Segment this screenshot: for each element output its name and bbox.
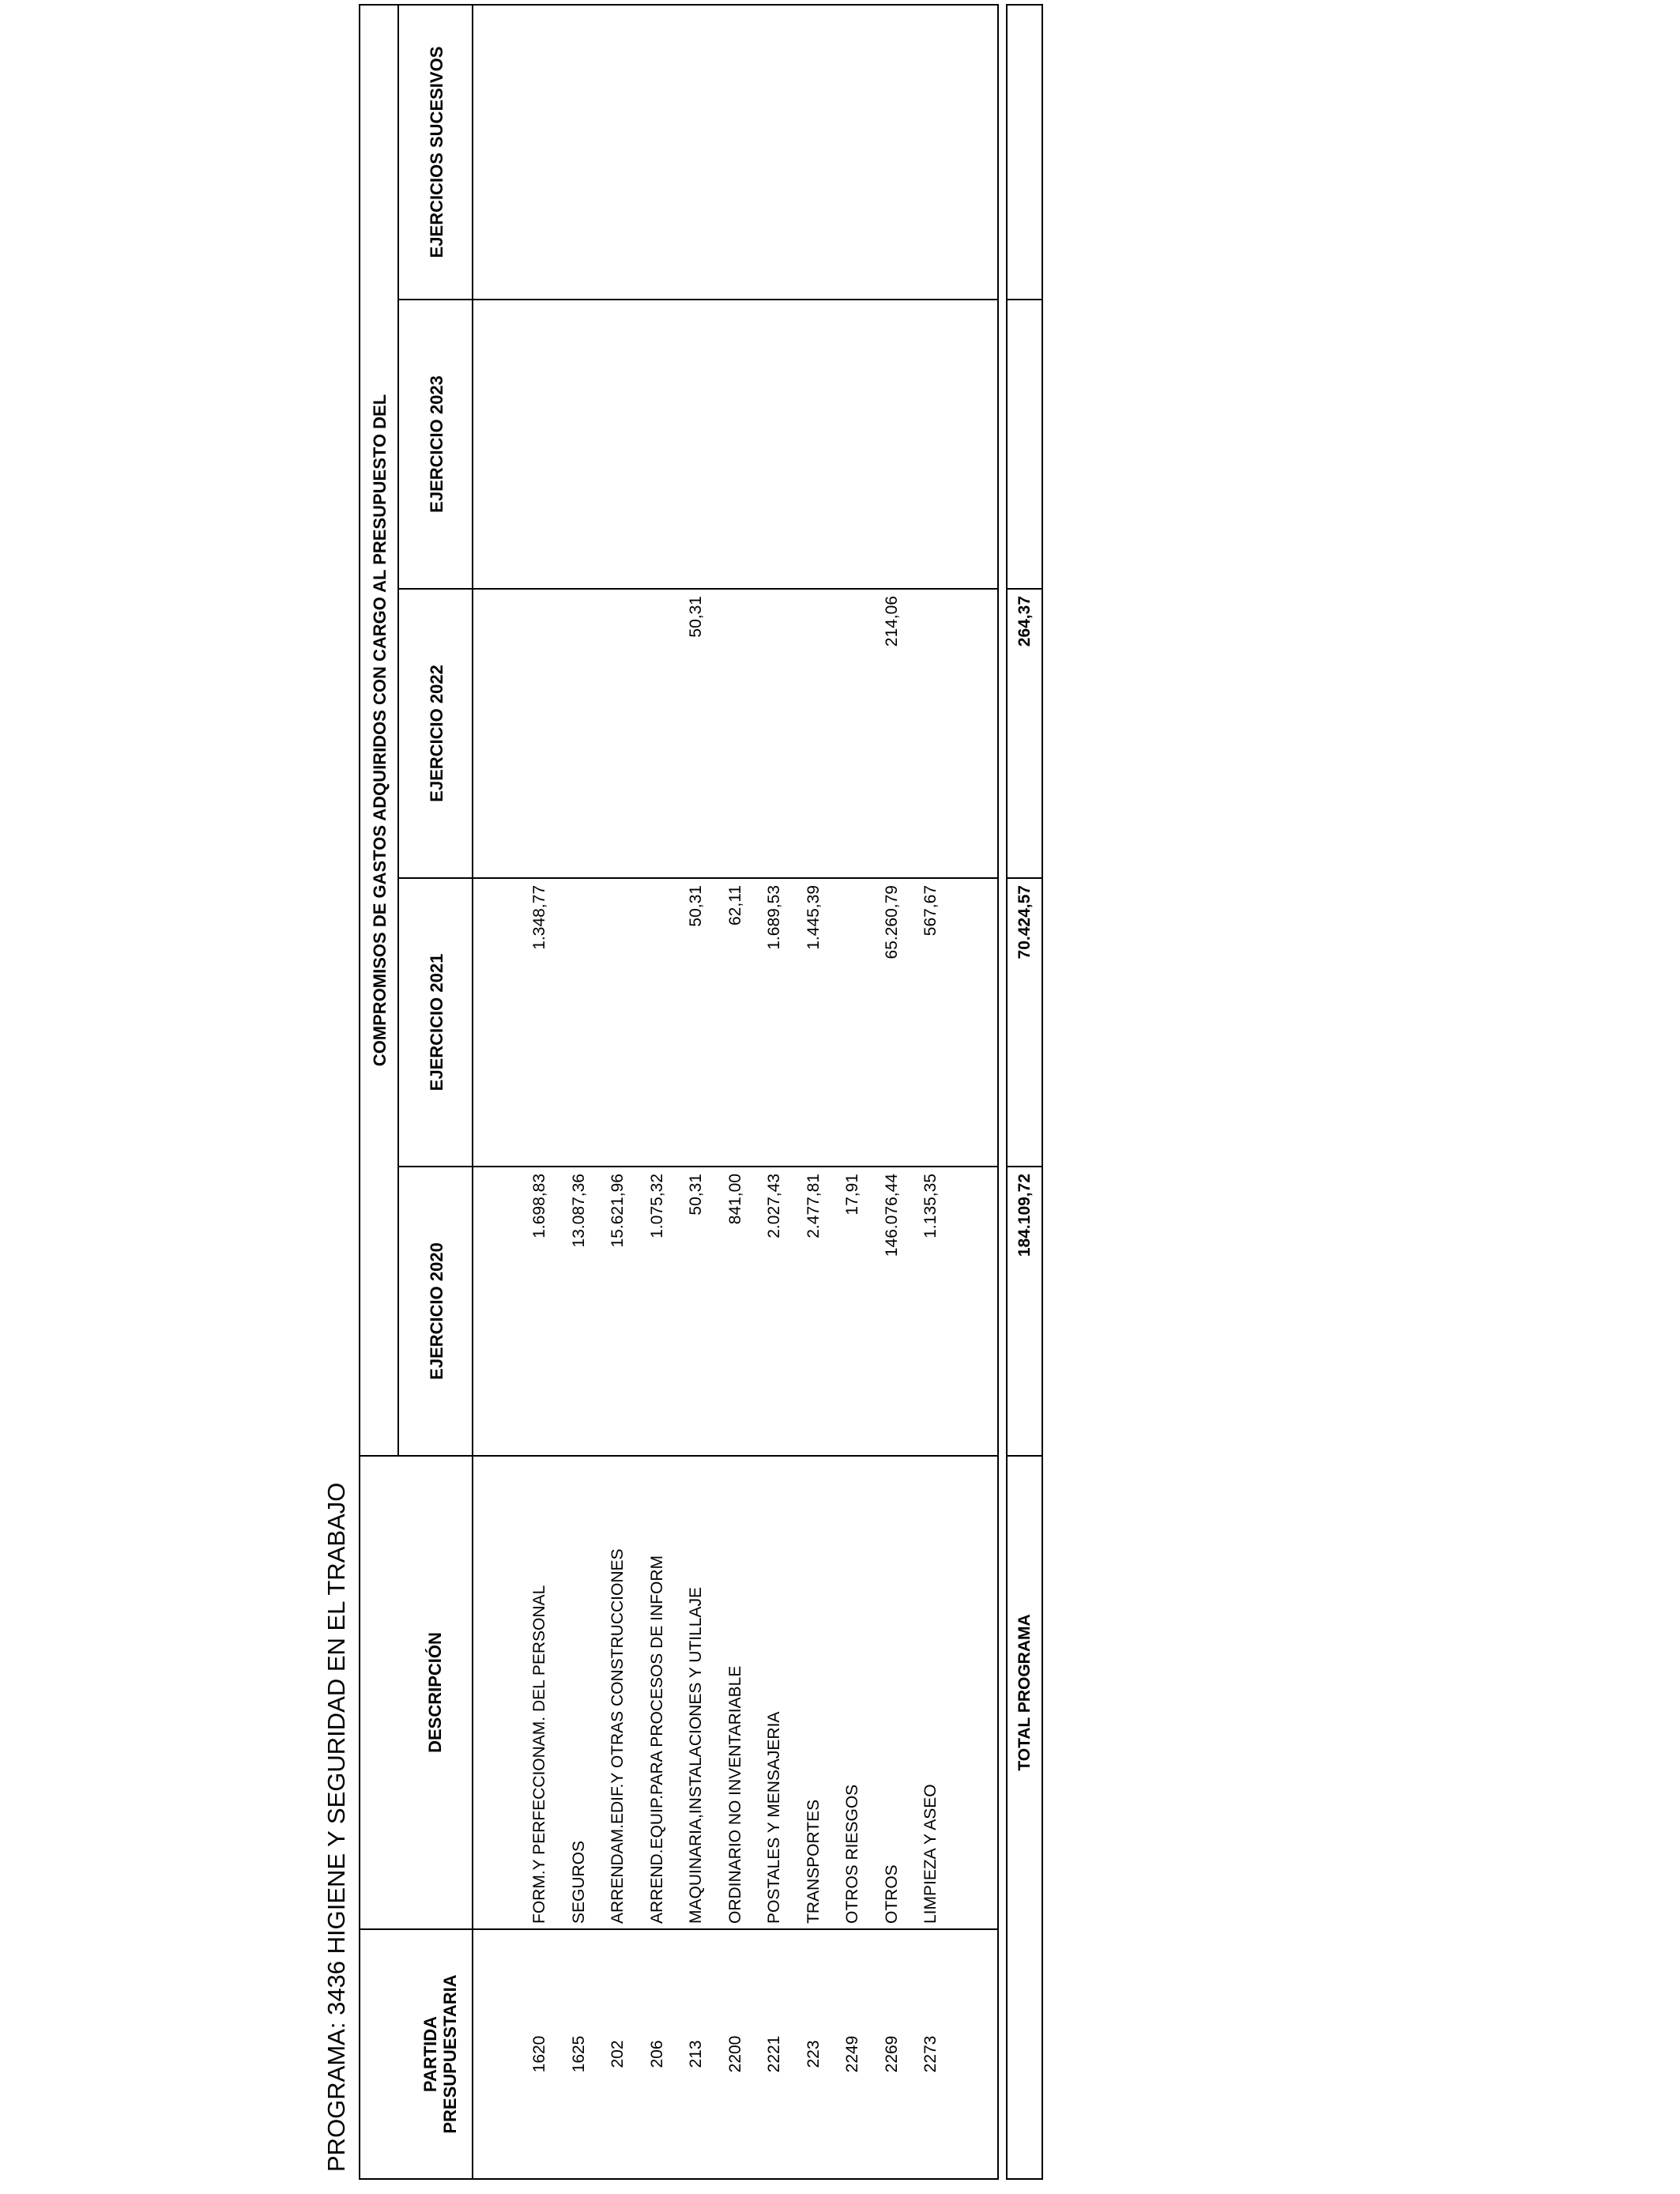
row-descripcion: ARRENDAM.EDIF.Y OTRAS CONSTRUCCIONES	[608, 1548, 627, 1924]
row-value: 1.698,83	[530, 1174, 548, 1238]
row-descripcion: OTROS RIESGOS	[843, 1784, 861, 1924]
row-value: 1.445,39	[804, 885, 823, 950]
table-border-right	[359, 4, 999, 6]
row-descripcion: MAQUINARIA,INSTALACIONES Y UTILLAJE	[687, 1587, 705, 1924]
row-value: 13.087,36	[570, 1174, 588, 1248]
row-value: 1.075,32	[648, 1174, 666, 1238]
header-bottom-border	[472, 4, 473, 2180]
row-partida: 2249	[843, 2035, 861, 2073]
header-ejercicio-2021: EJERCICIO 2021	[427, 953, 446, 1091]
total-value-2022: 264,37	[1015, 596, 1034, 647]
row-value: 50,31	[687, 596, 705, 638]
total-border-left	[1006, 2178, 1043, 2180]
row-descripcion: TRANSPORTES	[804, 1799, 823, 1924]
total-label: TOTAL PROGRAMA	[1015, 1614, 1034, 1771]
row-value: 50,31	[687, 1174, 705, 1216]
row-partida: 2269	[883, 2035, 901, 2073]
row-descripcion: ARREND.EQUIP.PARA PROCESOS DE INFORM	[648, 1555, 666, 1924]
header-ejercicio-2022: EJERCICIO 2022	[427, 665, 446, 802]
col-divider-descripcion	[359, 1455, 999, 1457]
total-border-right	[1006, 4, 1043, 6]
total-value-2020: 184.109,72	[1015, 1174, 1034, 1257]
group-header-divider	[397, 4, 399, 1457]
header-ejercicio-2020: EJERCICIO 2020	[427, 1242, 446, 1380]
row-descripcion: LIMPIEZA Y ASEO	[921, 1784, 940, 1924]
total-value-2021: 70.424,57	[1015, 885, 1034, 959]
table-border-left	[359, 2178, 999, 2180]
row-value: 214,06	[883, 596, 901, 647]
row-partida: 2273	[921, 2035, 940, 2073]
row-value: 65.260,79	[883, 885, 901, 959]
col-divider-2022	[397, 588, 999, 590]
header-ejercicios-sucesivos: EJERCICIOS SUCESIVOS	[427, 46, 446, 258]
page-title: PROGRAMA: 3436 HIGIENE Y SEGURIDAD EN EL TRABAJO	[322, 1482, 350, 2172]
row-descripcion: OTROS	[883, 1864, 901, 1924]
row-value: 841,00	[726, 1174, 744, 1225]
row-partida: 213	[687, 2040, 705, 2068]
row-value: 2.477,81	[804, 1174, 823, 1238]
row-value: 1.348,77	[530, 885, 548, 950]
row-value: 1.135,35	[921, 1174, 940, 1238]
table-border-top	[359, 4, 360, 2180]
row-value: 2.027,43	[765, 1174, 783, 1238]
total-divider-2020	[1006, 1166, 1043, 1167]
row-descripcion: POSTALES Y MENSAJERIA	[765, 1711, 783, 1924]
row-partida: 223	[804, 2040, 823, 2068]
row-value: 17,91	[843, 1174, 861, 1216]
total-bottom-border	[1042, 4, 1043, 2180]
header-group: COMPROMISOS DE GASTOS ADQUIRIDOS CON CARGO AL PRESUPUESTO DEL	[370, 394, 390, 1067]
row-descripcion: ORDINARIO NO INVENTARIABLE	[726, 1665, 744, 1924]
row-partida: 1625	[570, 2035, 588, 2073]
header-partida-text: PARTIDA PRESUPUESTARIA	[420, 1974, 461, 2134]
table-body-bottom	[997, 4, 999, 2180]
total-divider-2021	[1006, 877, 1043, 879]
header-descripcion: DESCRIPCIÓN	[425, 1632, 445, 1753]
row-descripcion: FORM.Y PERFECCIONAM. DEL PERSONAL	[530, 1585, 548, 1924]
header-ejercicio-2023: EJERCICIO 2023	[427, 375, 446, 513]
row-partida: 2200	[726, 2035, 744, 2073]
row-partida: 1620	[530, 2035, 548, 2073]
row-partida: 202	[608, 2040, 627, 2068]
total-divider-2022	[1006, 588, 1043, 590]
col-divider-2021	[397, 877, 999, 879]
row-value: 15.621,96	[608, 1174, 627, 1248]
header-partida	[420, 1930, 461, 2178]
row-value: 567,67	[921, 885, 940, 937]
row-partida: 2221	[765, 2035, 783, 2073]
row-partida: 206	[648, 2040, 666, 2068]
total-divider-2023	[1006, 299, 1043, 300]
row-value: 62,11	[726, 885, 744, 925]
row-value: 1.689,53	[765, 885, 783, 950]
col-divider-2020	[397, 1166, 999, 1167]
row-descripcion: SEGUROS	[570, 1840, 588, 1924]
row-value: 146.076,44	[883, 1174, 901, 1257]
col-divider-2023	[397, 299, 999, 300]
total-top-border	[1006, 4, 1008, 2180]
row-value: 50,31	[687, 885, 705, 927]
